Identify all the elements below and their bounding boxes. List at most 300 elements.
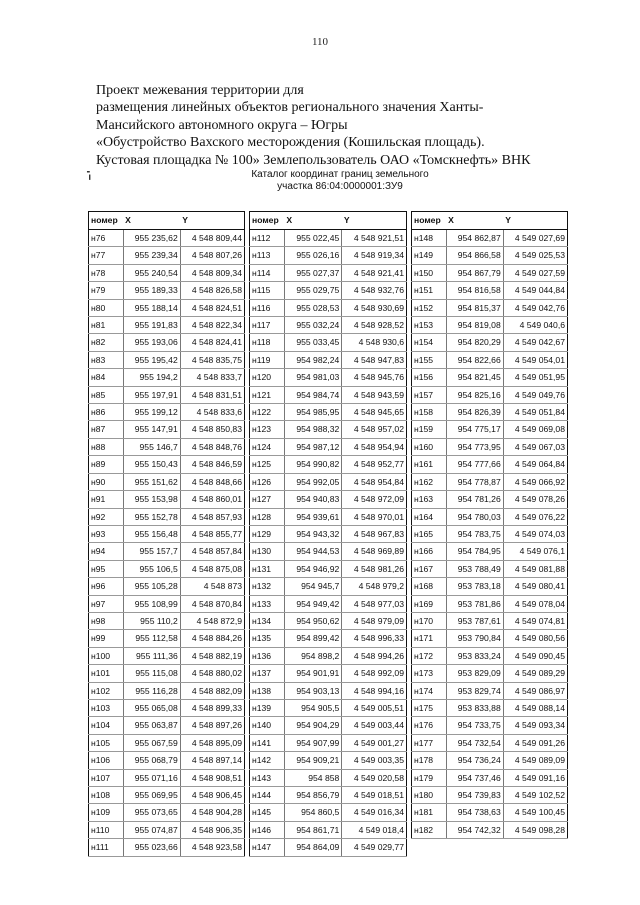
y-coordinate: 4 548 930,69 <box>342 299 407 316</box>
x-coordinate: 955 153,98 <box>123 491 180 508</box>
y-coordinate: 4 549 025,53 <box>503 247 567 264</box>
table-row <box>412 508 568 525</box>
point-number: н133 <box>250 595 285 612</box>
x-coordinate: 955 073,65 <box>123 804 180 821</box>
table-row <box>250 543 407 560</box>
table-row <box>250 508 407 525</box>
x-coordinate: 954 819,08 <box>446 317 503 334</box>
table-row <box>250 247 407 264</box>
point-number: н122 <box>250 404 285 421</box>
x-coordinate: 955 074,87 <box>123 821 180 838</box>
coordinates-table-2 <box>249 211 407 857</box>
x-coordinate: 954 781,26 <box>446 491 503 508</box>
y-coordinate: 4 548 943,59 <box>342 386 407 403</box>
table-row <box>89 247 245 264</box>
x-coordinate: 954 815,37 <box>446 299 503 316</box>
y-coordinate: 4 548 899,33 <box>180 699 244 716</box>
x-coordinate: 954 907,99 <box>284 734 341 751</box>
table-row <box>412 491 568 508</box>
point-number: н95 <box>89 560 124 577</box>
table-row <box>250 334 407 351</box>
point-number: н128 <box>250 508 285 525</box>
table-row <box>250 525 407 542</box>
point-number: н162 <box>412 473 447 490</box>
table-row <box>412 351 568 368</box>
x-coordinate: 955 152,78 <box>123 508 180 525</box>
point-number: н109 <box>89 804 124 821</box>
point-number: н136 <box>250 647 285 664</box>
table-row <box>412 421 568 438</box>
point-number: н117 <box>250 317 285 334</box>
x-coordinate: 953 790,84 <box>446 630 503 647</box>
y-coordinate: 4 549 066,92 <box>503 473 567 490</box>
point-number: н178 <box>412 752 447 769</box>
table-row <box>412 317 568 334</box>
point-number: н101 <box>89 665 124 682</box>
table-row <box>250 699 407 716</box>
y-coordinate: 4 548 835,75 <box>180 351 244 368</box>
header-line: размещения линейных объектов регионального значения Ханты- <box>96 100 484 116</box>
x-coordinate: 953 829,74 <box>446 682 503 699</box>
y-coordinate: 4 549 049,76 <box>503 386 567 403</box>
table-row <box>412 647 568 664</box>
table-row <box>412 804 568 821</box>
y-coordinate: 4 548 850,83 <box>180 421 244 438</box>
y-coordinate: 4 549 027,59 <box>503 264 567 281</box>
point-number: н78 <box>89 264 124 281</box>
table-row <box>412 543 568 560</box>
point-number: н181 <box>412 804 447 821</box>
x-coordinate: 953 788,49 <box>446 560 503 577</box>
x-coordinate: 955 065,08 <box>123 699 180 716</box>
x-coordinate: 955 239,34 <box>123 247 180 264</box>
y-coordinate: 4 548 831,51 <box>180 386 244 403</box>
point-number: н113 <box>250 247 285 264</box>
x-coordinate: 954 742,32 <box>446 821 503 838</box>
x-coordinate: 954 946,92 <box>284 560 341 577</box>
y-coordinate: 4 549 005,51 <box>342 699 407 716</box>
x-coordinate: 954 860,5 <box>284 804 341 821</box>
point-number: н81 <box>89 317 124 334</box>
x-coordinate: 953 829,09 <box>446 665 503 682</box>
table-row <box>250 839 407 856</box>
x-coordinate: 955 027,37 <box>284 264 341 281</box>
y-coordinate: 4 549 054,01 <box>503 351 567 368</box>
table-row <box>89 699 245 716</box>
point-number: н82 <box>89 334 124 351</box>
x-coordinate: 954 856,79 <box>284 787 341 804</box>
x-coordinate: 954 904,29 <box>284 717 341 734</box>
point-number: н131 <box>250 560 285 577</box>
y-coordinate: 4 548 860,01 <box>180 491 244 508</box>
x-coordinate: 955 240,54 <box>123 264 180 281</box>
point-number: н108 <box>89 787 124 804</box>
point-number: н160 <box>412 438 447 455</box>
y-coordinate: 4 548 923,58 <box>180 839 244 856</box>
y-coordinate: 4 549 078,04 <box>503 595 567 612</box>
table-row <box>89 665 245 682</box>
x-coordinate: 954 739,83 <box>446 787 503 804</box>
x-coordinate: 955 105,28 <box>123 578 180 595</box>
point-number: н105 <box>89 734 124 751</box>
y-coordinate: 4 548 873 <box>180 578 244 595</box>
y-coordinate: 4 549 089,29 <box>503 665 567 682</box>
point-number: н111 <box>89 839 124 856</box>
y-coordinate: 4 548 870,84 <box>180 595 244 612</box>
point-number: н106 <box>89 752 124 769</box>
point-number: н168 <box>412 578 447 595</box>
x-coordinate: 955 146,7 <box>123 438 180 455</box>
y-coordinate: 4 548 824,41 <box>180 334 244 351</box>
x-coordinate: 954 899,42 <box>284 630 341 647</box>
y-coordinate: 4 549 067,03 <box>503 438 567 455</box>
x-coordinate: 954 985,95 <box>284 404 341 421</box>
x-coordinate: 955 235,62 <box>123 230 180 247</box>
y-coordinate: 4 548 970,01 <box>342 508 407 525</box>
x-coordinate: 955 023,66 <box>123 839 180 856</box>
x-coordinate: 954 820,29 <box>446 334 503 351</box>
y-coordinate: 4 548 979,2 <box>342 578 407 595</box>
table-row <box>250 821 407 838</box>
table-row <box>89 317 245 334</box>
y-coordinate: 4 549 040,6 <box>503 317 567 334</box>
column-header-number: номер <box>89 212 124 230</box>
x-coordinate: 955 111,36 <box>123 647 180 664</box>
point-number: н165 <box>412 525 447 542</box>
table-row <box>412 282 568 299</box>
x-coordinate: 954 862,87 <box>446 230 503 247</box>
y-coordinate: 4 548 872,9 <box>180 612 244 629</box>
table-row <box>250 734 407 751</box>
table-row <box>89 560 245 577</box>
x-coordinate: 955 157,7 <box>123 543 180 560</box>
point-number: н161 <box>412 456 447 473</box>
point-number: н182 <box>412 821 447 838</box>
x-coordinate: 954 825,16 <box>446 386 503 403</box>
table-row <box>89 282 245 299</box>
x-coordinate: 955 033,45 <box>284 334 341 351</box>
table-row <box>89 734 245 751</box>
point-number: н152 <box>412 299 447 316</box>
table-row <box>250 299 407 316</box>
x-coordinate: 954 903,13 <box>284 682 341 699</box>
y-coordinate: 4 548 972,09 <box>342 491 407 508</box>
y-coordinate: 4 549 027,69 <box>503 230 567 247</box>
point-number: н87 <box>89 421 124 438</box>
point-number: н149 <box>412 247 447 264</box>
table-row <box>89 769 245 786</box>
point-number: н175 <box>412 699 447 716</box>
x-coordinate: 954 783,75 <box>446 525 503 542</box>
caption-line: Каталог координат границ земельного <box>251 169 429 180</box>
y-coordinate: 4 548 809,34 <box>180 264 244 281</box>
table-row <box>412 769 568 786</box>
point-number: н89 <box>89 456 124 473</box>
y-coordinate: 4 549 100,45 <box>503 804 567 821</box>
x-coordinate: 954 780,03 <box>446 508 503 525</box>
table-row <box>89 787 245 804</box>
x-coordinate: 954 736,24 <box>446 752 503 769</box>
point-number: н104 <box>89 717 124 734</box>
point-number: н177 <box>412 734 447 751</box>
y-coordinate: 4 548 945,65 <box>342 404 407 421</box>
table-row <box>89 525 245 542</box>
point-number: н83 <box>89 351 124 368</box>
x-coordinate: 955 191,83 <box>123 317 180 334</box>
y-coordinate: 4 548 977,03 <box>342 595 407 612</box>
x-coordinate: 955 106,5 <box>123 560 180 577</box>
caption-line: участка 86:04:0000001:ЗУ9 <box>277 181 403 192</box>
column-header-y: Y <box>180 212 244 230</box>
point-number: н155 <box>412 351 447 368</box>
table-row <box>250 595 407 612</box>
table-row <box>89 334 245 351</box>
point-number: н148 <box>412 230 447 247</box>
table-row <box>250 473 407 490</box>
column-header-y: Y <box>503 212 567 230</box>
x-coordinate: 955 032,24 <box>284 317 341 334</box>
point-number: н138 <box>250 682 285 699</box>
table-row <box>412 630 568 647</box>
y-coordinate: 4 548 919,34 <box>342 247 407 264</box>
table-row <box>250 421 407 438</box>
table-row <box>89 421 245 438</box>
table-row <box>250 386 407 403</box>
x-coordinate: 954 861,71 <box>284 821 341 838</box>
x-coordinate: 955 108,99 <box>123 595 180 612</box>
point-number: н150 <box>412 264 447 281</box>
point-number: н147 <box>250 839 285 856</box>
point-number: н139 <box>250 699 285 716</box>
y-coordinate: 4 548 932,76 <box>342 282 407 299</box>
table-row <box>412 404 568 421</box>
point-number: н114 <box>250 264 285 281</box>
x-coordinate: 954 864,09 <box>284 839 341 856</box>
point-number: н137 <box>250 665 285 682</box>
table-row <box>412 821 568 838</box>
table-row <box>89 839 245 856</box>
y-coordinate: 4 548 846,59 <box>180 456 244 473</box>
x-coordinate: 954 987,12 <box>284 438 341 455</box>
y-coordinate: 4 548 930,6 <box>342 334 407 351</box>
table-row <box>89 404 245 421</box>
x-coordinate: 955 069,95 <box>123 787 180 804</box>
table-row <box>250 351 407 368</box>
x-coordinate: 954 778,87 <box>446 473 503 490</box>
point-number: н107 <box>89 769 124 786</box>
x-coordinate: 955 067,59 <box>123 734 180 751</box>
y-coordinate: 4 548 981,26 <box>342 560 407 577</box>
y-coordinate: 4 549 081,88 <box>503 560 567 577</box>
y-coordinate: 4 548 833,6 <box>180 404 244 421</box>
point-number: н134 <box>250 612 285 629</box>
y-coordinate: 4 549 076,1 <box>503 543 567 560</box>
table-row <box>412 665 568 682</box>
x-coordinate: 953 833,88 <box>446 699 503 716</box>
y-coordinate: 4 548 848,76 <box>180 438 244 455</box>
x-coordinate: 955 112,58 <box>123 630 180 647</box>
x-coordinate: 954 822,66 <box>446 351 503 368</box>
header-line: «Обустройство Вахского месторождения (Кошильская площадь). <box>96 135 485 151</box>
x-coordinate: 954 866,58 <box>446 247 503 264</box>
y-coordinate: 4 549 001,27 <box>342 734 407 751</box>
y-coordinate: 4 548 945,76 <box>342 369 407 386</box>
y-coordinate: 4 548 882,19 <box>180 647 244 664</box>
point-number: н172 <box>412 647 447 664</box>
table-row <box>412 299 568 316</box>
table-row <box>412 717 568 734</box>
x-coordinate: 954 944,53 <box>284 543 341 560</box>
x-coordinate: 955 195,42 <box>123 351 180 368</box>
point-number: н85 <box>89 386 124 403</box>
x-coordinate: 955 197,91 <box>123 386 180 403</box>
point-number: н119 <box>250 351 285 368</box>
table-row <box>412 264 568 281</box>
x-coordinate: 954 773,95 <box>446 438 503 455</box>
x-coordinate: 954 784,95 <box>446 543 503 560</box>
point-number: н112 <box>250 230 285 247</box>
table-row <box>412 734 568 751</box>
x-coordinate: 955 116,28 <box>123 682 180 699</box>
x-coordinate: 954 901,91 <box>284 665 341 682</box>
x-coordinate: 954 940,83 <box>284 491 341 508</box>
y-coordinate: 4 549 088,14 <box>503 699 567 716</box>
y-coordinate: 4 548 857,93 <box>180 508 244 525</box>
table-row <box>89 647 245 664</box>
x-coordinate: 954 984,74 <box>284 386 341 403</box>
y-coordinate: 4 549 044,84 <box>503 282 567 299</box>
point-number: н142 <box>250 752 285 769</box>
table-row <box>412 787 568 804</box>
x-coordinate: 955 156,48 <box>123 525 180 542</box>
y-coordinate: 4 548 826,58 <box>180 282 244 299</box>
y-coordinate: 4 549 102,52 <box>503 787 567 804</box>
table-row <box>412 456 568 473</box>
x-coordinate: 955 022,45 <box>284 230 341 247</box>
header-line: Мансийского автономного округа – Югры <box>96 117 348 133</box>
y-coordinate: 4 549 091,26 <box>503 734 567 751</box>
point-number: н115 <box>250 282 285 299</box>
x-coordinate: 955 029,75 <box>284 282 341 299</box>
y-coordinate: 4 548 848,66 <box>180 473 244 490</box>
x-coordinate: 955 194,2 <box>123 369 180 386</box>
y-coordinate: 4 549 080,56 <box>503 630 567 647</box>
x-coordinate: 954 981,03 <box>284 369 341 386</box>
table-row <box>250 682 407 699</box>
table-row <box>89 630 245 647</box>
point-number: н96 <box>89 578 124 595</box>
y-coordinate: 4 549 064,84 <box>503 456 567 473</box>
table-row <box>89 264 245 281</box>
margin-mark: ╸ ╹ <box>87 168 93 186</box>
y-coordinate: 4 548 807,26 <box>180 247 244 264</box>
y-coordinate: 4 548 809,44 <box>180 230 244 247</box>
point-number: н125 <box>250 456 285 473</box>
point-number: н90 <box>89 473 124 490</box>
y-coordinate: 4 549 089,09 <box>503 752 567 769</box>
point-number: н157 <box>412 386 447 403</box>
table-row <box>412 247 568 264</box>
table-row <box>250 769 407 786</box>
y-coordinate: 4 548 921,41 <box>342 264 407 281</box>
point-number: н126 <box>250 473 285 490</box>
x-coordinate: 954 733,75 <box>446 717 503 734</box>
table-row <box>412 473 568 490</box>
x-coordinate: 954 988,32 <box>284 421 341 438</box>
table-row <box>250 665 407 682</box>
x-coordinate: 954 939,61 <box>284 508 341 525</box>
point-number: н132 <box>250 578 285 595</box>
x-coordinate: 954 990,82 <box>284 456 341 473</box>
point-number: н171 <box>412 630 447 647</box>
point-number: н98 <box>89 612 124 629</box>
table-row <box>89 804 245 821</box>
table-row <box>250 717 407 734</box>
x-coordinate: 955 110,2 <box>123 612 180 629</box>
document-header <box>96 82 596 169</box>
table-row <box>412 699 568 716</box>
coordinates-table-3 <box>411 211 568 839</box>
table-row <box>89 543 245 560</box>
point-number: н174 <box>412 682 447 699</box>
point-number: н102 <box>89 682 124 699</box>
y-coordinate: 4 549 020,58 <box>342 769 407 786</box>
x-coordinate: 954 945,7 <box>284 578 341 595</box>
table-row <box>89 473 245 490</box>
point-number: н167 <box>412 560 447 577</box>
table-row <box>89 595 245 612</box>
point-number: н163 <box>412 491 447 508</box>
point-number: н144 <box>250 787 285 804</box>
y-coordinate: 4 548 855,77 <box>180 525 244 542</box>
x-coordinate: 953 783,18 <box>446 578 503 595</box>
y-coordinate: 4 549 003,35 <box>342 752 407 769</box>
x-coordinate: 954 826,39 <box>446 404 503 421</box>
point-number: н110 <box>89 821 124 838</box>
point-number: н166 <box>412 543 447 560</box>
x-coordinate: 954 858 <box>284 769 341 786</box>
x-coordinate: 954 821,45 <box>446 369 503 386</box>
table-row <box>250 369 407 386</box>
x-coordinate: 954 777,66 <box>446 456 503 473</box>
header-line: Проект межевания территории для <box>96 83 304 98</box>
x-coordinate: 954 898,2 <box>284 647 341 664</box>
table-row <box>89 386 245 403</box>
table-row <box>412 752 568 769</box>
y-coordinate: 4 549 093,34 <box>503 717 567 734</box>
x-coordinate: 954 943,32 <box>284 525 341 542</box>
x-coordinate: 954 982,24 <box>284 351 341 368</box>
column-header-number: номер <box>412 212 447 230</box>
point-number: н179 <box>412 769 447 786</box>
x-coordinate: 954 816,58 <box>446 282 503 299</box>
table-row <box>250 578 407 595</box>
y-coordinate: 4 548 969,89 <box>342 543 407 560</box>
table-row <box>250 438 407 455</box>
y-coordinate: 4 548 921,51 <box>342 230 407 247</box>
point-number: н80 <box>89 299 124 316</box>
y-coordinate: 4 548 906,45 <box>180 787 244 804</box>
y-coordinate: 4 549 016,34 <box>342 804 407 821</box>
y-coordinate: 4 549 098,28 <box>503 821 567 838</box>
point-number: н164 <box>412 508 447 525</box>
x-coordinate: 955 193,06 <box>123 334 180 351</box>
x-coordinate: 954 737,46 <box>446 769 503 786</box>
x-coordinate: 953 781,86 <box>446 595 503 612</box>
y-coordinate: 4 548 954,84 <box>342 473 407 490</box>
y-coordinate: 4 548 897,26 <box>180 717 244 734</box>
y-coordinate: 4 549 018,4 <box>342 821 407 838</box>
